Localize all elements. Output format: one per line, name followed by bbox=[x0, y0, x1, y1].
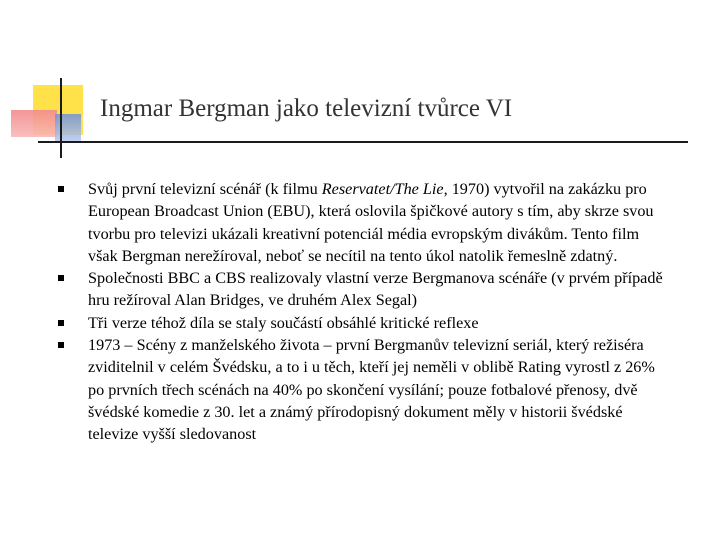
bullet-marker bbox=[58, 320, 64, 326]
decorative-red-block bbox=[11, 110, 57, 137]
bullet-marker bbox=[58, 342, 64, 348]
bullet-text: Společnosti BBC a CBS realizovaly vlastní verze Bergmanova scénáře (v prvém případě hru režíroval Alan Bridges, ve druhém Alex Segal) bbox=[88, 269, 663, 310]
decorative-vertical-line bbox=[60, 78, 62, 158]
bullet-text: 1973 – Scény z manželského života – první Bergmanův televizní seriál, který režiséra zviditelnil v celém Švédsku, a to i u těch, kteří jej neměli v oblibě Rating vyrostl z 26% po prvních třech scénách na 40% po skončení vysílání; pouze fotbalové přenosy, dvě švédské komedie z 30. let a známý přírodopisný dokument měly v historii švédské televize vyšší sledovanost bbox=[88, 336, 655, 444]
bullet-item-1 bbox=[88, 178, 663, 267]
title-underline bbox=[38, 141, 688, 143]
bullet-item-4 bbox=[88, 334, 663, 445]
bullet-text-part: Svůj první televizní scénář (k filmu bbox=[88, 180, 322, 198]
bullet-marker bbox=[58, 275, 64, 281]
slide-title: Ingmar Bergman jako televizní tvůrce VI bbox=[100, 95, 513, 122]
decorative-blue-block bbox=[55, 114, 81, 142]
bullet-marker bbox=[58, 186, 64, 192]
bullet-list bbox=[88, 178, 663, 446]
bullet-item-2 bbox=[88, 267, 663, 312]
film-title-italic: Reservatet/The Lie, bbox=[321, 180, 448, 198]
bullet-item-3 bbox=[88, 312, 663, 334]
bullet-text: Tři verze téhož díla se staly součástí obsáhlé kritické reflexe bbox=[88, 313, 479, 332]
bullet-text-part: 1970) vytvořil na zakázku pro European Broadcast Union (EBU), která oslovila špičkové autory s tím, aby skrze svou tvorbu pro televizi ukázali kreativní potenciál média evropským divákům. Tento film však Bergman nerežíroval, neboť se necítil na tento úkol natolik řemeslně zdatný. bbox=[88, 180, 654, 265]
